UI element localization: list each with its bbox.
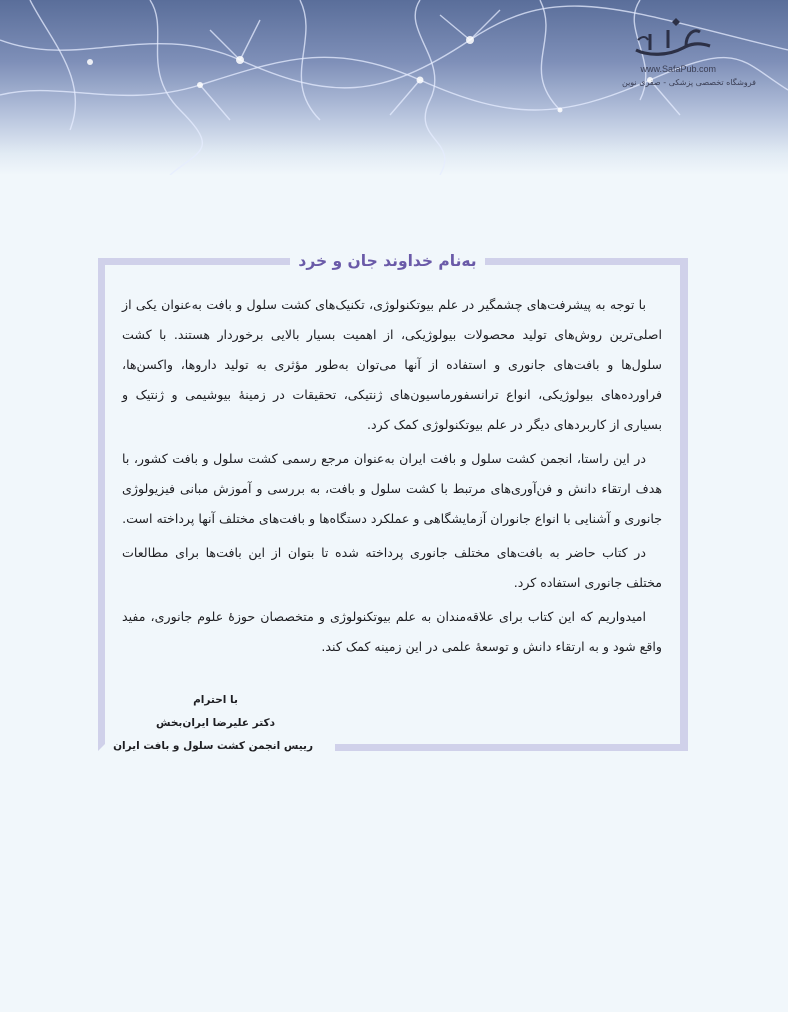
paragraph-4: امیدواریم که این کتاب برای علاقه‌مندان به علم بیوتکنولوژی و متخصصان حوزهٔ علوم جانوری، مفید واقع شود و به ارتقاء دانش و توسعهٔ علمی در این زمینه کمک کند. xyxy=(122,609,662,654)
signature-block xyxy=(113,689,313,758)
body-text xyxy=(122,290,662,666)
frame-bottom-border xyxy=(335,744,688,751)
signature-name: دکتر علیرضا ایران‌بخش xyxy=(156,717,275,729)
page-title: به‌نام خداوند جان و خرد xyxy=(298,252,477,270)
logo-subtitle: فروشگاه تخصصی پزشکی - صفری نوین xyxy=(621,78,756,87)
header-neuron-image xyxy=(0,0,788,175)
logo-url: www.SafaPub.com xyxy=(640,64,716,74)
logo-calligraphy-icon xyxy=(628,12,718,62)
signature-role: رییس انجمن کشت سلول و بافت ایران xyxy=(113,740,313,752)
paragraph-1: با توجه به پیشرفت‌های چشمگیر در علم بیوتکنولوژی، تکنیک‌های کشت سلول و بافت به‌عنوان یکی از اصلی‌ترین روش‌های تولید محصولات بیولوژیکی، از اهمیت بسیار بالایی برخوردار هستند. با کشت سلول‌ها و بافت‌های جانوری و استفاده از آنها می‌توان به‌طور مؤثری به تولید داروها، واکسن‌ها، فراورده‌های بیولوژیکی، انواع ترانسفورماسیون‌های ژنتیکی، تحقیقات در زمینهٔ بیوشیمی و ژنتیک و بسیاری از کاربردهای دیگر در علم بیوتکنولوژی کمک کرد. xyxy=(122,297,662,432)
paragraph-3: در کتاب حاضر به بافت‌های مختلف جانوری پرداخته شده تا بتوان از این بافت‌ها برای مطالعات مختلف جانوری استفاده کرد. xyxy=(122,545,662,590)
paragraph-2: در این راستا، انجمن کشت سلول و بافت ایران به‌عنوان مرجع رسمی کشت سلول و بافت کشور، با هدف ارتقاء دانش و فن‌آوری‌های مرتبط با کشت سلول و بافت، به بررسی و آموزش مبانی فیزیولوژی جانوری و آشنایی با انواع جانوران آزمایشگاهی و عملکرد دستگاه‌ها و بافت‌های مختلف آنها پرداخته است. xyxy=(122,451,662,526)
signature-greeting: با احترام xyxy=(193,694,238,706)
publisher-logo xyxy=(621,12,758,92)
